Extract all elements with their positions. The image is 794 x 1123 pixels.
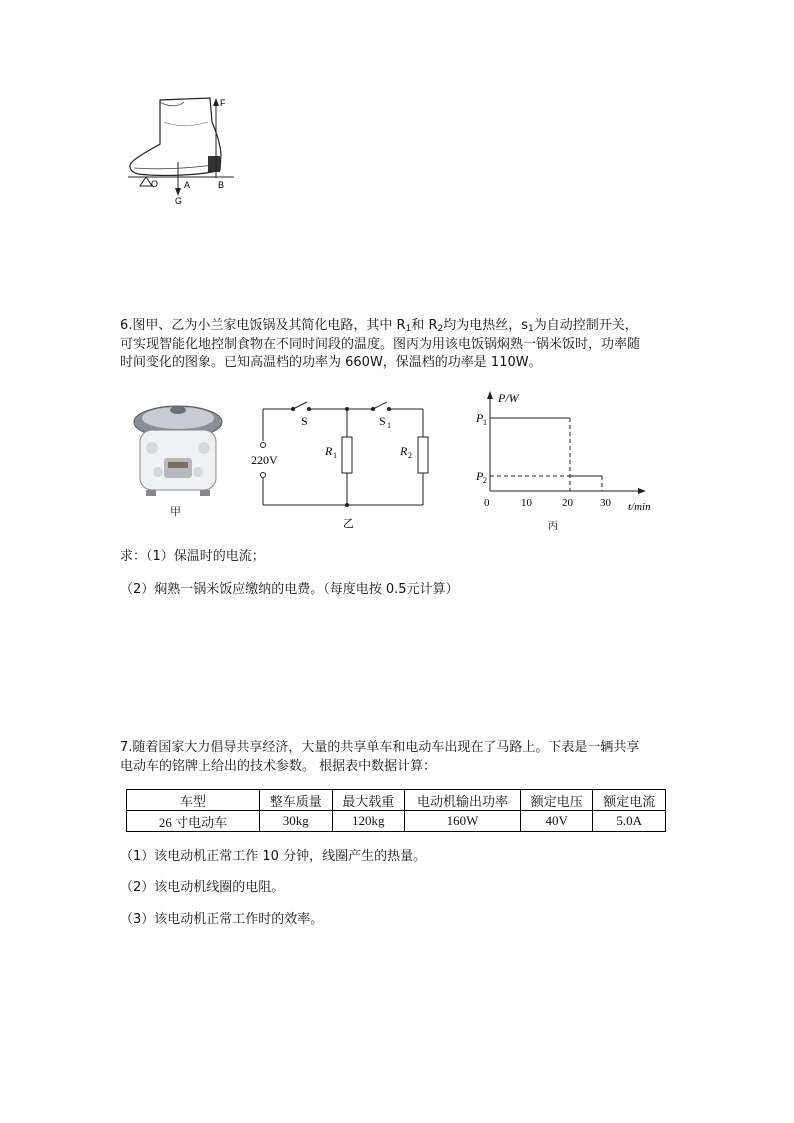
header-cell: 最大载重 bbox=[332, 790, 405, 811]
table-cell: 5.0A bbox=[593, 811, 666, 832]
table-cell: 26 寸电动车 bbox=[127, 811, 260, 832]
R1-label: R bbox=[325, 444, 333, 458]
R1-sub: 1 bbox=[333, 451, 337, 460]
spec-table bbox=[126, 789, 666, 832]
caption-yi: 乙 bbox=[343, 518, 354, 530]
voltage-label: 220V bbox=[251, 453, 278, 467]
q6-sub-1: 1 bbox=[405, 324, 412, 334]
q7-line-2: 电动车的铭牌上给出的技术参数。 根据表中数据计算： bbox=[120, 759, 437, 774]
q6-line1-b: 和 R bbox=[411, 318, 438, 333]
tick-30: 30 bbox=[600, 497, 611, 509]
switch-S1-sub: 1 bbox=[387, 421, 391, 430]
table-cell: 120kg bbox=[332, 811, 405, 832]
q6-line1-d: 为自动控制开关， bbox=[533, 318, 638, 333]
switch-S-label: S bbox=[301, 414, 308, 428]
header-cell: 整车质量 bbox=[260, 790, 333, 811]
q6-line1-a: 6.图甲、乙为小兰家电饭锅及其简化电路，其中 R bbox=[120, 318, 406, 333]
R2-sub: 2 bbox=[408, 451, 412, 460]
label-G: G bbox=[175, 196, 183, 206]
label-O: O bbox=[151, 179, 159, 189]
table-cell: 30kg bbox=[260, 811, 333, 832]
q6-sub-3: 1 bbox=[528, 324, 534, 334]
y-axis-label: P/W bbox=[498, 391, 519, 405]
P2-sub: 2 bbox=[483, 476, 487, 485]
circuit-diagram bbox=[245, 395, 445, 535]
table-header-row bbox=[127, 790, 666, 811]
power-time-graph bbox=[470, 388, 670, 533]
label-F: F bbox=[220, 98, 226, 108]
label-A: A bbox=[184, 180, 191, 190]
caption-bing: 丙 bbox=[548, 521, 558, 532]
x-axis-label: t/min bbox=[628, 501, 651, 513]
R2-label: R bbox=[400, 444, 408, 458]
P1-sub: 1 bbox=[483, 418, 487, 427]
tick-20: 20 bbox=[562, 497, 573, 509]
q7-line-1: 7.随着国家大力倡导共享经济，大量的共享单车和电动车出现在了马路上。下表是一辆共享 bbox=[120, 740, 640, 755]
header-cell: 额定电流 bbox=[593, 790, 666, 811]
P1-label: P bbox=[476, 411, 484, 425]
tick-0: 0 bbox=[484, 497, 490, 509]
P2-label: P bbox=[476, 469, 484, 483]
label-B: B bbox=[218, 180, 225, 190]
caption-jia: 甲 bbox=[170, 506, 181, 518]
boot-lever-figure bbox=[124, 92, 244, 207]
table-cell: 40V bbox=[520, 811, 593, 832]
q7-ask-2: （2）该电动机线圈的电阻。 bbox=[120, 880, 285, 895]
q6-line-2: 可实现智能化地控制食物在不同时间段的温度。图丙为用该电饭锅焖熟一锅米饭时，功率随 bbox=[120, 337, 641, 352]
q6-line1-c: 均为电热丝，s bbox=[443, 318, 528, 333]
q7-ask-1: （1）该电动机正常工作 10 分钟，线圈产生的热量。 bbox=[120, 849, 427, 864]
rice-cooker-image bbox=[128, 400, 228, 504]
q6-sub-2: 2 bbox=[437, 324, 444, 334]
table-row bbox=[127, 811, 666, 832]
header-cell: 额定电压 bbox=[520, 790, 593, 811]
header-cell: 车型 bbox=[127, 790, 260, 811]
q7-ask-3: （3）该电动机正常工作时的效率。 bbox=[120, 912, 324, 927]
q6-ask-2: （2）焖熟一锅米饭应缴纳的电费。（每度电按 0.5元计算） bbox=[120, 582, 459, 597]
q6-line-3: 时间变化的图象。已知高温档的功率为 660W，保温档的功率是 110W。 bbox=[120, 355, 542, 370]
tick-10: 10 bbox=[521, 497, 532, 509]
q6-ask-1: 求：（1）保温时的电流； bbox=[120, 549, 265, 564]
table-cell: 160W bbox=[405, 811, 521, 832]
switch-S1-label: S bbox=[379, 414, 386, 428]
header-cell: 电动机输出功率 bbox=[405, 790, 521, 811]
